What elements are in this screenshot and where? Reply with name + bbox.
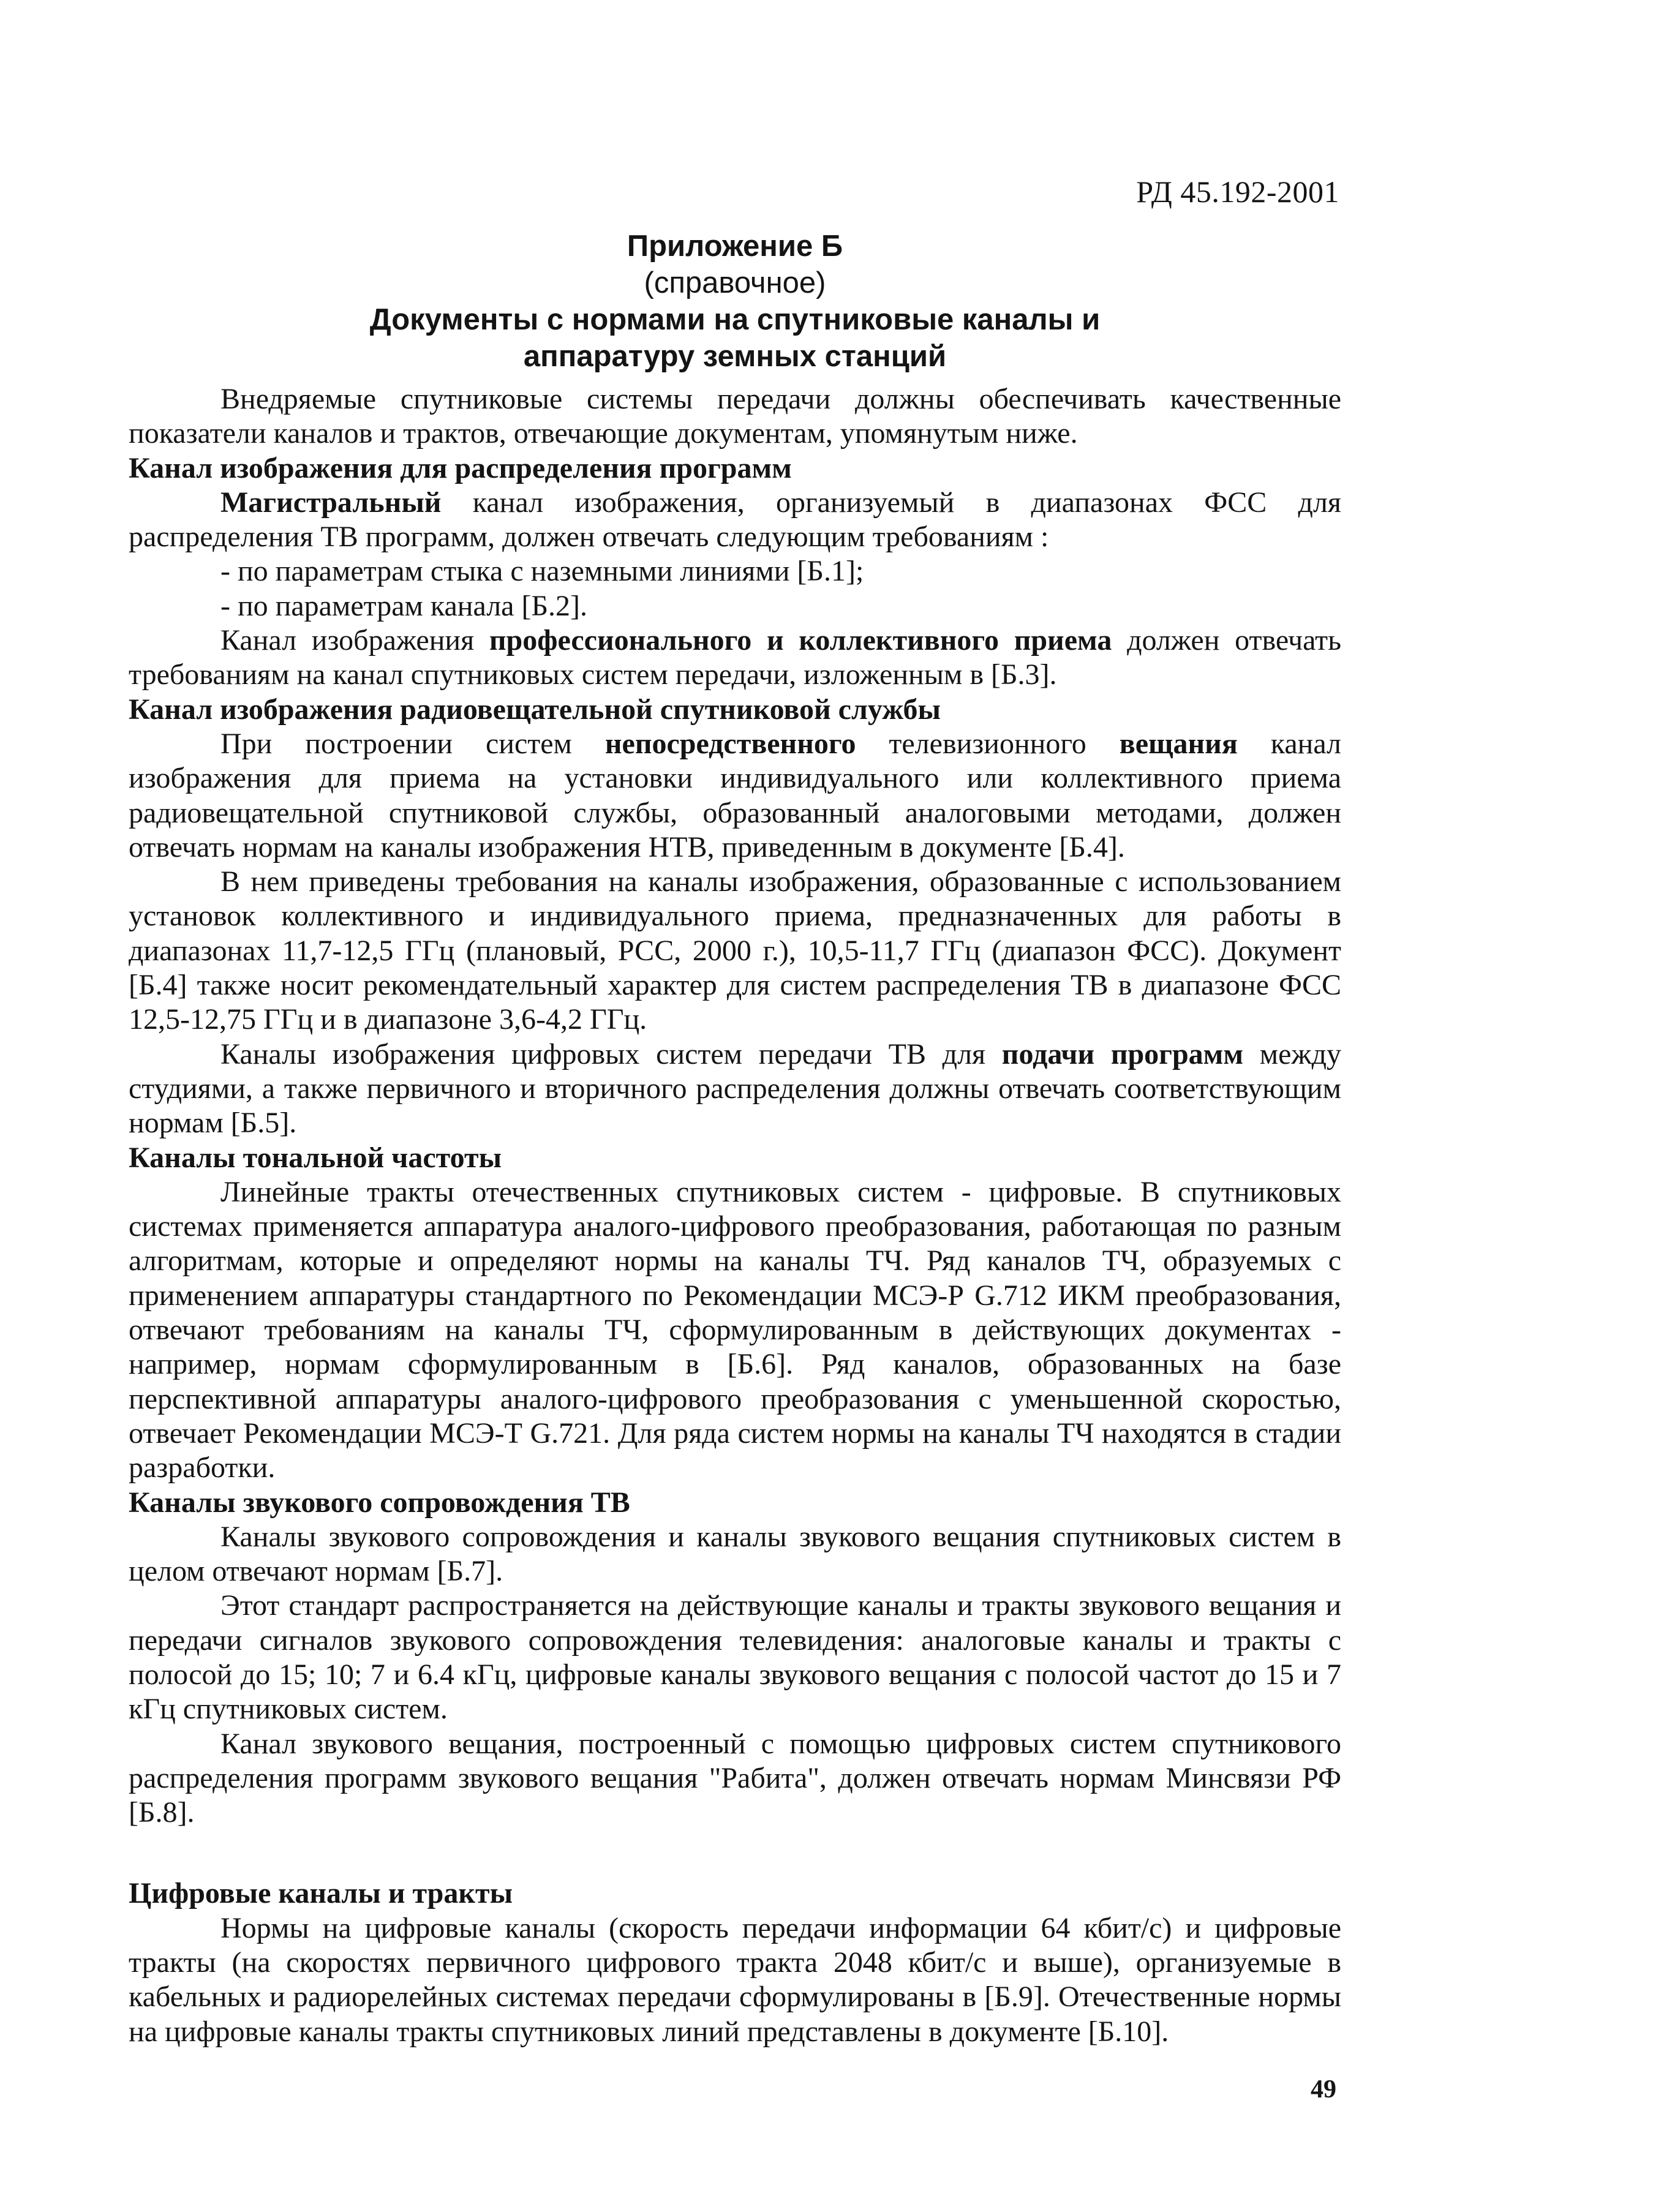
section-title-tv-sound: Каналы звукового сопровождения ТВ <box>129 1486 630 1519</box>
paragraph-tv-sound: Каналы звукового сопровождения и каналы звукового вещания спутниковых систем в целом отвечают нормам [Б.7]. <box>129 1520 1341 1588</box>
paragraph-text: между студиями, а также первичного и вторичного распределения должны отвечать соответствующим нормам [Б.5]. <box>129 1037 1341 1140</box>
paragraph-text: канал изображения, организуемый в диапазонах ФСС для распределения ТВ программ, должен отвечать следующим требованиям : <box>129 486 1341 554</box>
appendix-status: (справочное) <box>644 266 826 299</box>
paragraph-text: телевизионного <box>856 727 1120 760</box>
paragraph-requirements: В нем приведены требования на каналы изображения, образованные с использованием установок коллективного и индивидуального приема, предназначенных для работы в диапазонах 11,7-12,5 ГГц (плановый, РСС, 2000 г.), 10,5-11,7 ГГц (диапазон ФСС). Документ [Б.4] также носит рекомендательный характер для систем распределения ТВ в диапазоне ФСС 12,5-12,75 ГГц и в диапазоне 3,6-4,2 ГГц. <box>129 865 1341 1036</box>
appendix-title-line-1: Документы с нормами на спутниковые каналы и <box>369 303 1101 336</box>
section-title-broadcast: Канал изображения радиовещательной спутниковой службы <box>129 693 941 726</box>
section-title-voice-frequency: Каналы тональной частоты <box>129 1141 502 1174</box>
section-gap <box>129 1830 1341 1876</box>
paragraph-text: Каналы изображения цифровых систем передачи ТВ для <box>220 1037 1002 1070</box>
appendix-title-line-2: аппаратуру земных станций <box>523 340 947 373</box>
paragraph-text: При построении систем <box>220 727 605 760</box>
section-title-distribution: Канал изображения для распределения программ <box>129 451 792 484</box>
paragraph-rabita: Канал звукового вещания, построенный с помощью цифровых систем спутникового распределения программ звукового вещания "Рабита", должен отвечать нормам Минсвязи РФ [Б.8]. <box>129 1727 1341 1829</box>
bold-term-trunk: Магистральный <box>220 486 442 519</box>
paragraph-text: Канал изображения <box>220 624 489 657</box>
document-number: РД 45.192-2001 <box>1136 175 1339 209</box>
paragraph-trunk-channel <box>129 486 1341 555</box>
paragraph-digital-tv <box>129 1037 1341 1141</box>
paragraph-digital: Нормы на цифровые каналы (скорость передачи информации 64 кбит/с) и цифровые тракты (на скоростях первичного цифрового тракта 2048 кбит/с и выше), организуемые в кабельных и радиорелейных системах передачи сформулированы в [Б.9]. Отечественные нормы на цифровые каналы тракты спутниковых линий представлены в документе [Б.10]. <box>129 1911 1341 2048</box>
paragraph-voice-frequency: Линейные тракты отечественных спутниковых систем - цифровые. В спутниковых системах применяется аппаратура аналого-цифрового преобразования, работающая по разным алгоритмам, которые и определяют нормы на каналы ТЧ. Ряд каналов ТЧ, образуемых с применением аппаратуры стандартного по Рекомендации МСЭ-Р G.712 ИКМ преобразования, отвечают требованиям на каналы ТЧ, сформулированным в действующих документах - например, нормам сформулированным в [Б.6]. Ряд каналов, образованных на базе перспективной аппаратуры аналого-цифрового преобразования с уменьшенной скоростью, отвечает Рекомендации МСЭ-Т G.721. Для ряда систем нормы на каналы ТЧ находятся в стадии разработки. <box>129 1175 1341 1484</box>
appendix-heading <box>122 228 1347 375</box>
paragraph-direct-broadcast <box>129 727 1341 865</box>
list-item-interface: - по параметрам стыка с наземными линиями [Б.1]; <box>220 555 864 588</box>
bold-term-program-feed: подачи программ <box>1001 1037 1244 1070</box>
list-item-channel: - по параметрам канала [Б.2]. <box>220 589 587 622</box>
appendix-label: Приложение Б <box>627 230 843 263</box>
bold-term-direct: непосредственного <box>604 727 856 760</box>
paragraph-sound-standard: Этот стандарт распространяется на действующие каналы и тракты звукового вещания и передачи сигналов звукового сопровождения телевидения: аналоговые каналы и тракты с полосой до 15; 10; 7 и 6.4 кГц, цифровые каналы звукового вещания с полосой частот до 15 и 7 кГц спутниковых систем. <box>129 1589 1341 1726</box>
section-title-digital: Цифровые каналы и тракты <box>129 1877 513 1910</box>
intro-paragraph: Внедряемые спутниковые системы передачи должны обеспечивать качественные показатели каналов и трактов, отвечающие документам, упомянутым ниже. <box>129 383 1341 450</box>
paragraph-professional-reception <box>129 623 1341 693</box>
paragraph-text: должен отвечать требованиям на канал спутниковых систем передачи, изложенным в [Б.3]. <box>129 624 1342 691</box>
bold-term-professional: профессионального и коллективного приема <box>489 624 1112 657</box>
document-body <box>129 382 1341 2049</box>
page-number: 49 <box>1311 2075 1336 2104</box>
paragraph-text: канал изображения для приема на установки индивидуального или коллективного приема радиовещательной спутниковой службы, образованный аналоговыми методами, должен отвечать нормам на каналы изображения НТВ, приведенным в документе [Б.4]. <box>129 727 1342 863</box>
bold-term-broadcasting: вещания <box>1119 727 1238 760</box>
